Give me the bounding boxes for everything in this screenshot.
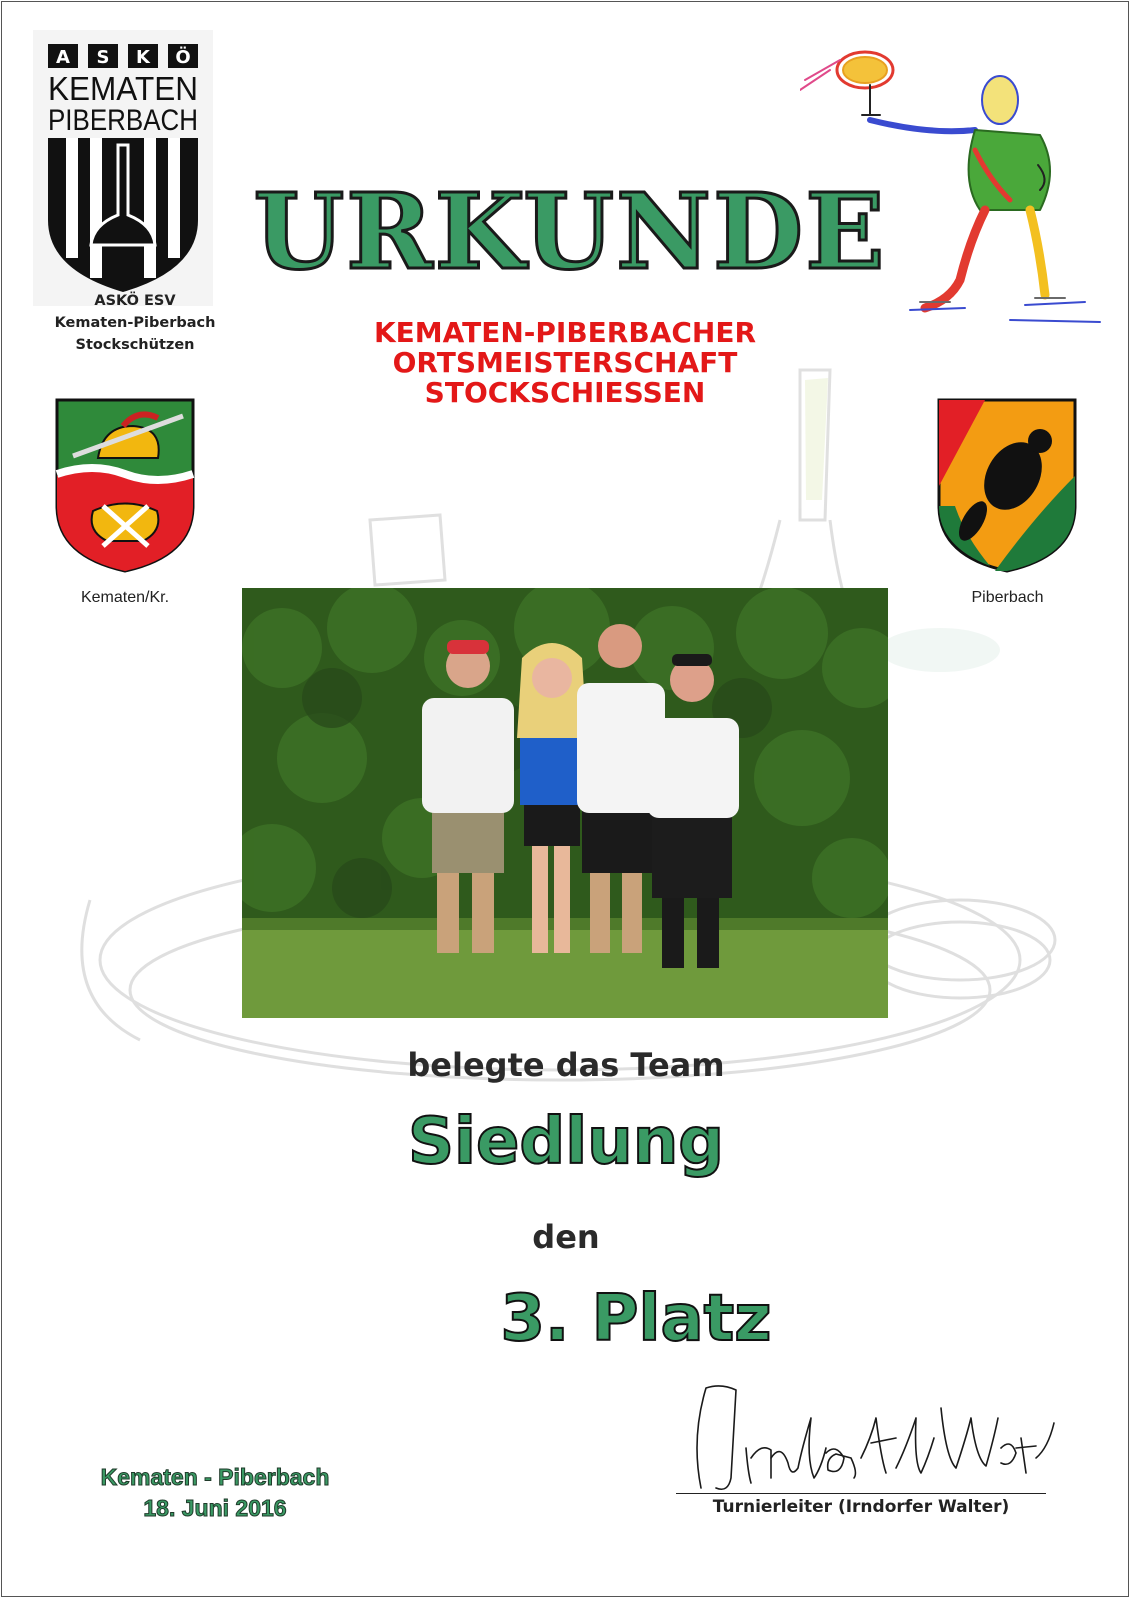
logo-letter: K: [136, 47, 150, 68]
place-and-date: [70, 1462, 360, 1524]
signature-line: [676, 1493, 1046, 1494]
place-label: 3. Platz: [500, 1282, 772, 1356]
curling-player-sketch: [800, 40, 1110, 350]
logo-letter: Ö: [175, 47, 191, 68]
logo-letter: A: [56, 47, 70, 68]
logo-line2: PIBERBACH: [48, 104, 198, 137]
logo-letter: S: [96, 47, 110, 68]
team-photo: [242, 588, 888, 1018]
signature-caption: Turnierleiter (Irndorfer Walter): [712, 1497, 1010, 1517]
event-line: ORTSMEISTERSCHAFT: [392, 346, 738, 379]
piberbach-label: Piberbach: [971, 589, 1044, 606]
den-label: den: [532, 1218, 600, 1256]
kematen-label: Kematen/Kr.: [80, 589, 170, 606]
event-title: [300, 318, 830, 408]
event-line: KEMATEN-PIBERBACHER: [373, 316, 757, 349]
handwritten-signature: [676, 1378, 1056, 1508]
piberbach-crest: [935, 396, 1079, 574]
event-line: STOCKSCHIESSEN: [424, 376, 706, 409]
team-name: Siedlung: [407, 1105, 725, 1179]
club-name-line: Kematen-Piberbach: [54, 315, 216, 331]
place-line: Kematen - Piberbach: [100, 1464, 330, 1490]
logo-line1: KEMATEN: [48, 70, 198, 107]
certificate-title: URKUNDE: [253, 170, 887, 293]
club-logo: [33, 30, 213, 306]
club-name-line: Stockschützen: [75, 337, 195, 353]
club-name: [30, 290, 240, 356]
kematen-crest: [53, 396, 197, 574]
club-name-line: ASKÖ ESV: [94, 293, 176, 309]
date-line: 18. Juni 2016: [143, 1495, 287, 1521]
placed-label: belegte das Team: [407, 1046, 725, 1084]
